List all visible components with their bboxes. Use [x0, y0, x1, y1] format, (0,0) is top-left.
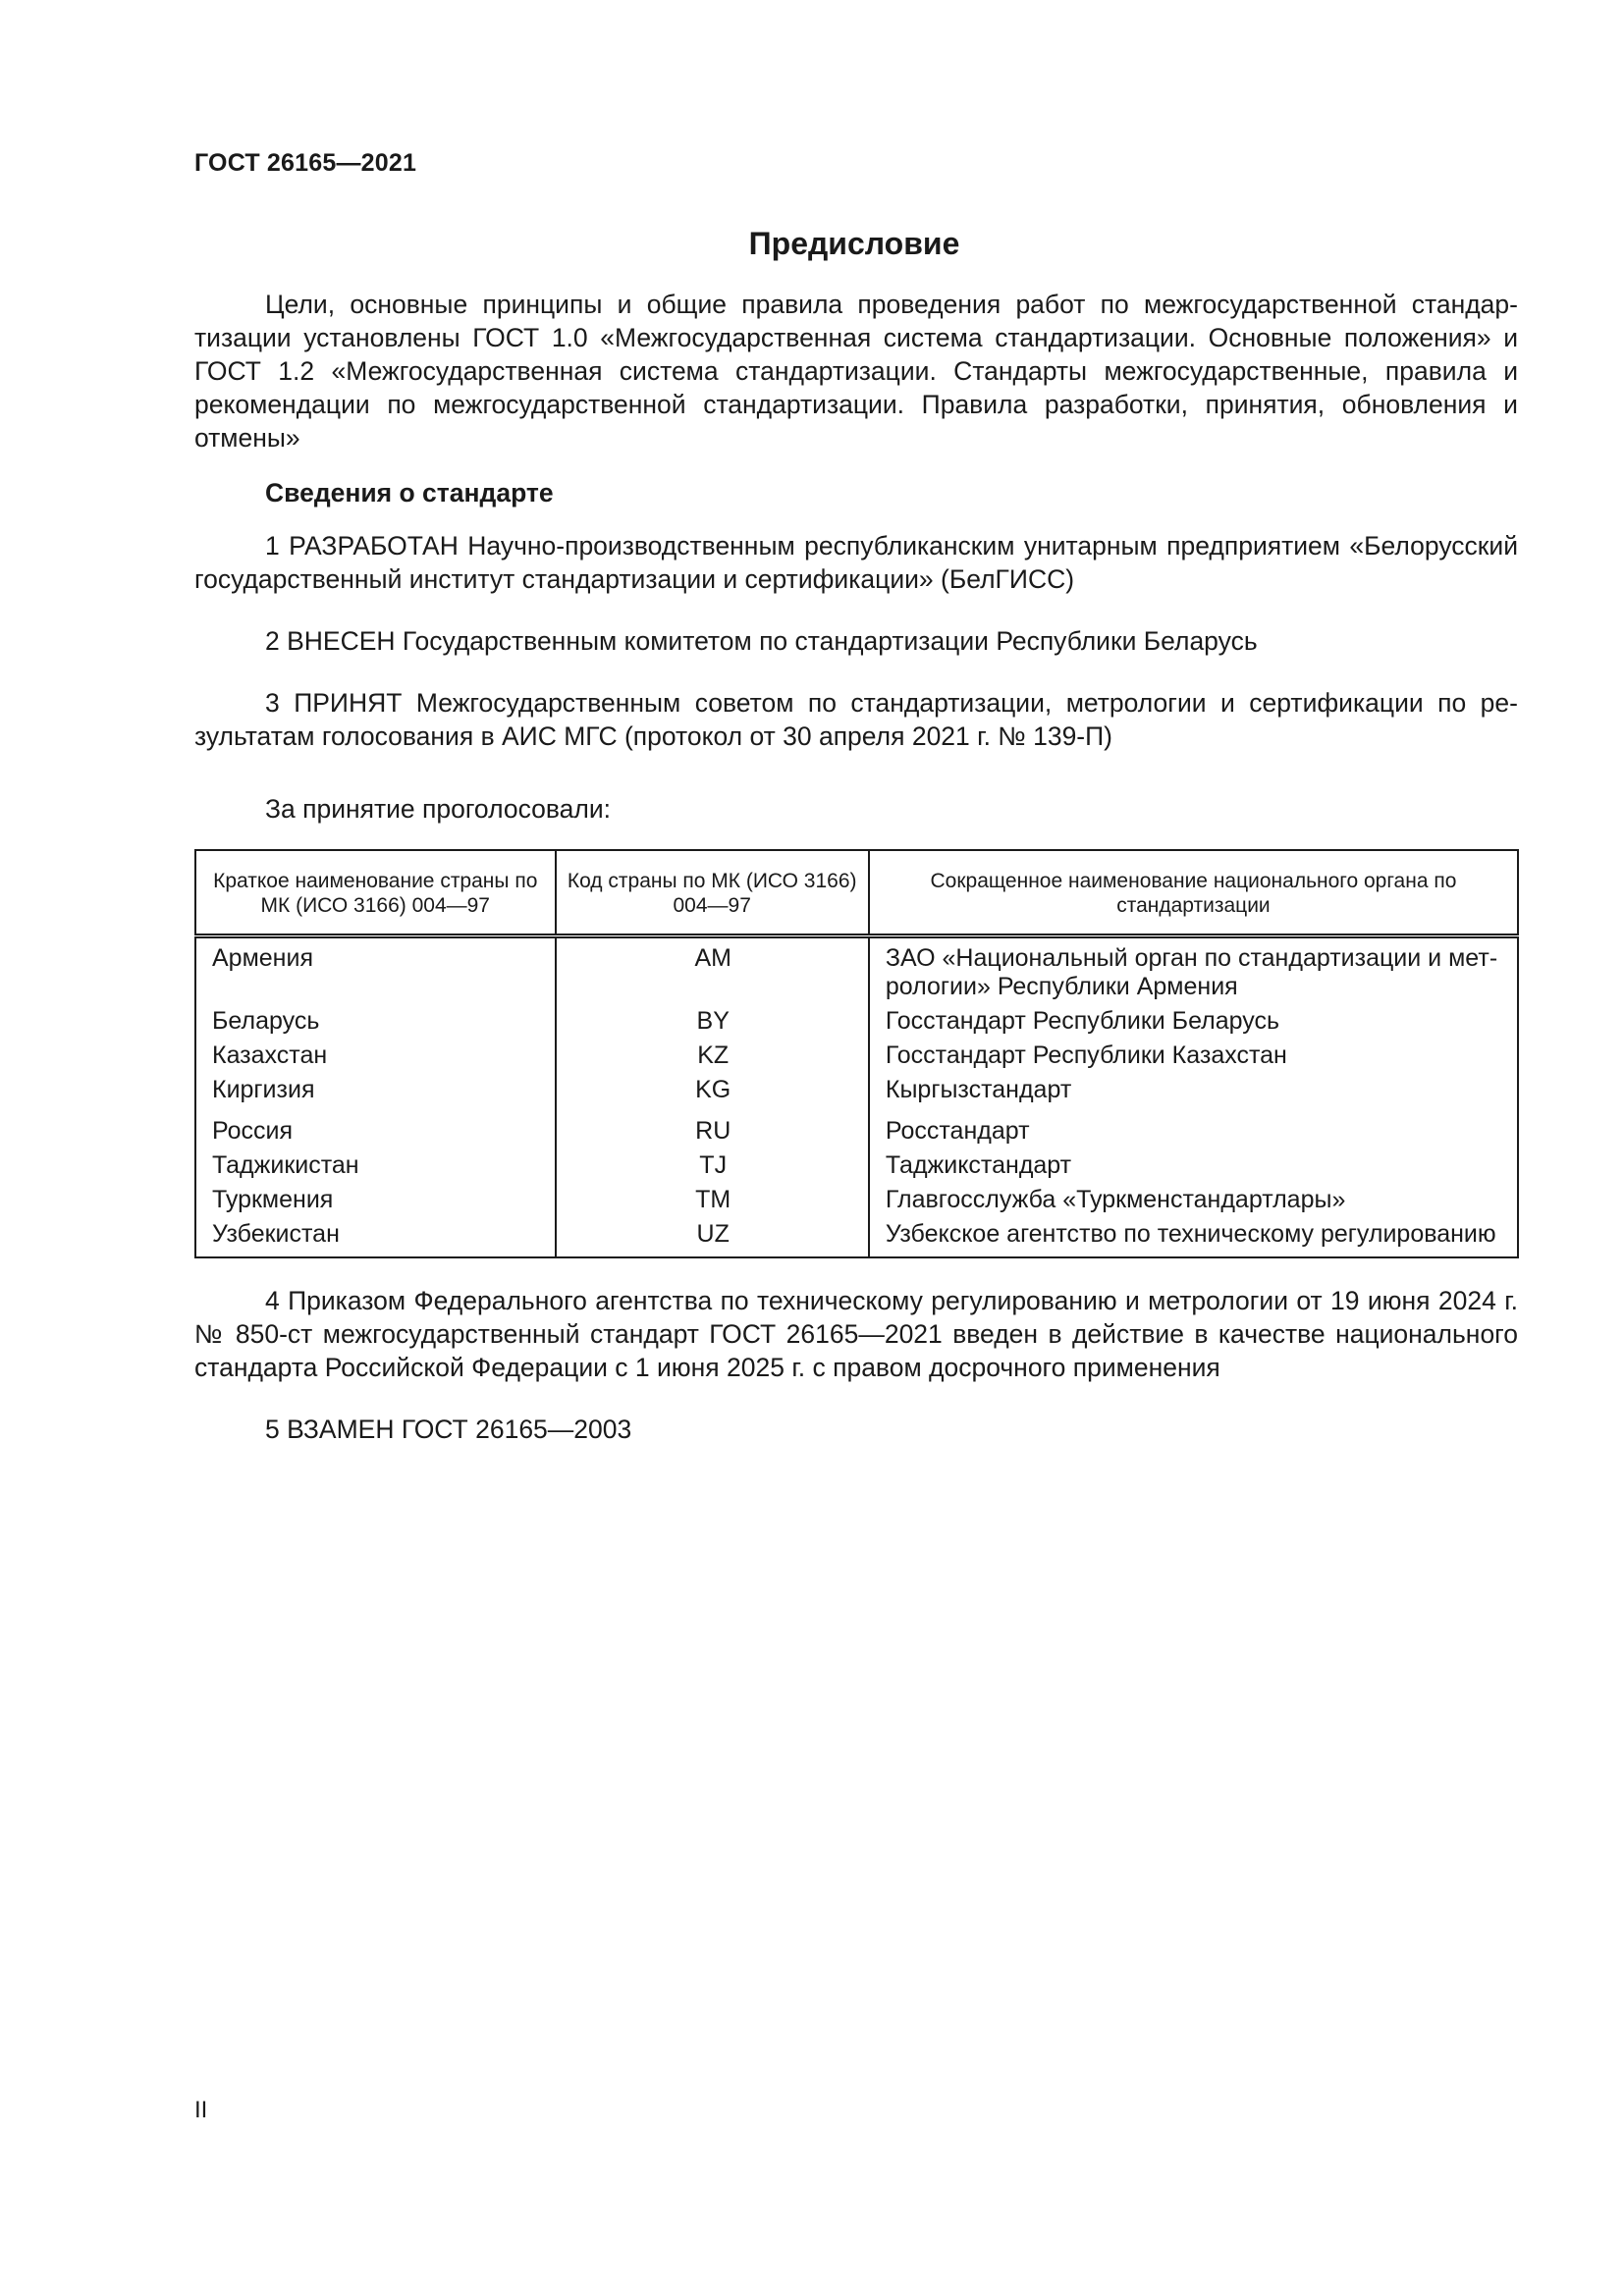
cell-country: Узбекистан [195, 1217, 556, 1257]
cell-code: RU [556, 1107, 869, 1148]
cell-body: Таджикстандарт [885, 1151, 1072, 1179]
cell-code: UZ [556, 1217, 869, 1257]
cell-body: Госстандарт Республики Казахстан [885, 1041, 1287, 1069]
voted-label: За принятие проголосовали: [265, 794, 612, 824]
table-row [195, 936, 1518, 1005]
intro-paragraph: Цели, основные принципы и общие правила проведения работ по межгосударственной стандартизации установлены ГОСТ 1.0 «Межгосударственная система стандартизации. Основные положения» и ГОСТ 1.2 «Межгосударственная система стандартизации. Стандарты межгосударственные, правила и рекомендации по межгосударственной стандартизации. Правила разработки, принятия, обновления и отмены» [194, 290, 1518, 453]
document-id: ГОСТ 26165—2021 [194, 149, 417, 177]
table-row [195, 1217, 1518, 1257]
table-row [195, 1183, 1518, 1217]
foreword-content [194, 288, 1518, 1446]
item-replaces: 5 ВЗАМЕН ГОСТ 26165—2003 [265, 1415, 632, 1444]
cell-code: AM [556, 936, 869, 1005]
table-header-row [195, 850, 1518, 936]
voting-table [194, 849, 1519, 1258]
item-submitted: 2 ВНЕСЕН Государственным комитетом по стандартизации Республики Беларусь [265, 626, 1258, 656]
item-enacted: 4 Приказом Федерального агентства по техническому регулированию и метрологии от 19 июня 2024 г. № 850-ст межгосударственный стандарт ГОСТ 26165—2021 введен в действие в качестве национального стандарта Российской Федерации с 1 июня 2025 г. с правом досрочного применения [194, 1286, 1518, 1382]
cell-country: Россия [195, 1107, 556, 1148]
cell-country: Таджикистан [195, 1148, 556, 1183]
table-row [195, 1039, 1518, 1073]
cell-country: Киргизия [195, 1073, 556, 1107]
cell-code: KG [556, 1073, 869, 1107]
cell-body: Узбекское агентство по техническому регулированию [885, 1220, 1496, 1248]
table-row [195, 1148, 1518, 1183]
item-developed: 1 РАЗРАБОТАН Научно-производственным республиканским унитарным предприятием «Белорусский государственный институт стандартизации и сертификации» (БелГИСС) [194, 531, 1518, 594]
cell-country: Туркмения [195, 1183, 556, 1217]
cell-code: KZ [556, 1039, 869, 1073]
page-title: Предисловие [748, 226, 960, 261]
page-number: II [194, 2097, 208, 2123]
header-national-body: Сокращенное наименование национального органа по стандартизации [869, 850, 1518, 936]
cell-country: Армения [195, 936, 556, 1005]
cell-code: BY [556, 1004, 869, 1039]
cell-body: Главгосслужба «Туркменстандартлары» [885, 1186, 1346, 1213]
table-row [195, 1073, 1518, 1107]
table-row [195, 1004, 1518, 1039]
cell-code: TJ [556, 1148, 869, 1183]
header-country-code: Код страны по МК (ИСО 3166) 004—97 [556, 850, 869, 936]
table-row [195, 1107, 1518, 1148]
info-heading: Сведения о стандарте [265, 478, 554, 507]
header-country-name: Краткое наименование страны по МК (ИСО 3166) 004—97 [195, 850, 556, 936]
cell-country: Казахстан [195, 1039, 556, 1073]
cell-body: Госстандарт Республики Беларусь [885, 1007, 1280, 1035]
cell-body: ЗАО «Национальный орган по стандартизации и метрологии» Республики Армения [885, 944, 1498, 1000]
cell-country: Беларусь [195, 1004, 556, 1039]
cell-body: Кыргызстандарт [885, 1076, 1072, 1103]
cell-code: TM [556, 1183, 869, 1217]
item-adopted: 3 ПРИНЯТ Межгосударственным советом по стандартизации, метрологии и сертификации по результатам голосования в АИС МГС (протокол от 30 апреля 2021 г. № 139-П) [194, 688, 1518, 751]
cell-body: Росстандарт [885, 1117, 1030, 1145]
